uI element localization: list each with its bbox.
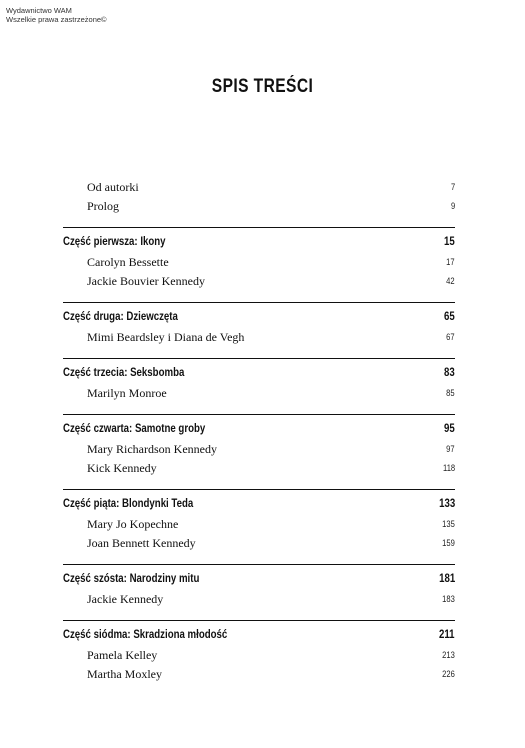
- toc-entry: [63, 253, 455, 272]
- toc-section-title: Część druga: Dziewczęta: [63, 310, 178, 323]
- toc-entry: [63, 178, 455, 197]
- toc-section-header: [63, 414, 455, 440]
- toc-section-page: 15: [444, 235, 455, 248]
- toc-entry: [63, 665, 455, 684]
- toc-entry-page: 9: [450, 201, 455, 212]
- toc-entry-label: Mary Jo Kopechne: [87, 517, 179, 531]
- toc-section-title: Część czwarta: Samotne groby: [63, 422, 206, 435]
- toc-entry-label: Prolog: [87, 199, 120, 213]
- toc-entry-page: 85: [446, 388, 455, 399]
- toc-entry-page: 42: [446, 276, 455, 287]
- toc-section-header: [63, 620, 455, 646]
- toc-entry: [63, 459, 455, 478]
- toc-entry-page: 67: [446, 332, 455, 343]
- toc-section-header: [63, 489, 455, 515]
- toc-section-title: Część pierwsza: Ikony: [63, 235, 166, 248]
- toc-entry: [63, 646, 455, 665]
- toc-section-page: 181: [438, 572, 455, 585]
- toc-section-page: 95: [444, 422, 455, 435]
- toc-entry: [63, 272, 455, 291]
- toc-entry-label: Jackie Bouvier Kennedy: [87, 274, 205, 288]
- watermark: [6, 6, 107, 24]
- toc-section-title: Część szósta: Narodziny mitu: [63, 572, 200, 585]
- toc-section-page: 65: [444, 310, 455, 323]
- toc-entry: [63, 328, 455, 347]
- toc-section-title: Część piąta: Blondynki Teda: [63, 497, 194, 510]
- toc-section-header: [63, 564, 455, 590]
- toc-entry: [63, 534, 455, 553]
- toc-entry-label: Mimi Beardsley i Diana de Vegh: [87, 330, 245, 344]
- toc-section: [63, 414, 455, 478]
- toc-entry: [63, 197, 455, 216]
- toc-entry-label: Kick Kennedy: [87, 461, 157, 475]
- toc-entry-page: 7: [450, 182, 455, 193]
- toc-section: [63, 358, 455, 403]
- toc-entry-page: 183: [442, 594, 455, 605]
- toc-section-header: [63, 358, 455, 384]
- toc-entry-page: 17: [446, 257, 455, 268]
- toc-entry-label: Carolyn Bessette: [87, 255, 169, 269]
- toc-entry-page: 97: [446, 444, 455, 455]
- toc-section: [63, 302, 455, 347]
- toc-intro: [63, 178, 455, 216]
- toc-entry: [63, 515, 455, 534]
- toc-section: [63, 227, 455, 291]
- table-of-contents: [63, 178, 455, 684]
- toc-entry-label: Jackie Kennedy: [87, 592, 164, 606]
- watermark-publisher: Wydawnictwo WAM: [6, 6, 72, 15]
- toc-entry-page: 118: [442, 463, 455, 474]
- toc-section-header: [63, 302, 455, 328]
- toc-section: [63, 489, 455, 553]
- toc-section-title: Część siódma: Skradziona młodość: [63, 628, 228, 641]
- toc-entry-label: Martha Moxley: [87, 667, 162, 681]
- toc-entry-label: Od autorki: [87, 180, 139, 194]
- toc-entry-page: 159: [442, 538, 455, 549]
- toc-section: [63, 564, 455, 609]
- toc-entry-label: Marilyn Monroe: [87, 386, 167, 400]
- toc-section-page: 83: [444, 366, 455, 379]
- toc-entry-page: 135: [442, 519, 455, 530]
- toc-entry-page: 226: [442, 669, 455, 680]
- toc-section-title: Część trzecia: Seksbomba: [63, 366, 185, 379]
- toc-entry-label: Joan Bennett Kennedy: [87, 536, 196, 550]
- toc-entry-label: Mary Richardson Kennedy: [87, 442, 217, 456]
- toc-entry: [63, 440, 455, 459]
- toc-section: [63, 620, 455, 684]
- toc-entry: [63, 384, 455, 403]
- toc-entry-label: Pamela Kelley: [87, 648, 158, 662]
- toc-section-page: 211: [439, 628, 455, 641]
- toc-entry-page: 213: [442, 650, 455, 661]
- watermark-rights: Wszelkie prawa zastrzeżone©: [6, 15, 107, 24]
- page-title: SPIS TREŚCI: [211, 76, 314, 97]
- toc-entry: [63, 590, 455, 609]
- toc-section-header: [63, 227, 455, 253]
- toc-section-page: 133: [438, 497, 455, 510]
